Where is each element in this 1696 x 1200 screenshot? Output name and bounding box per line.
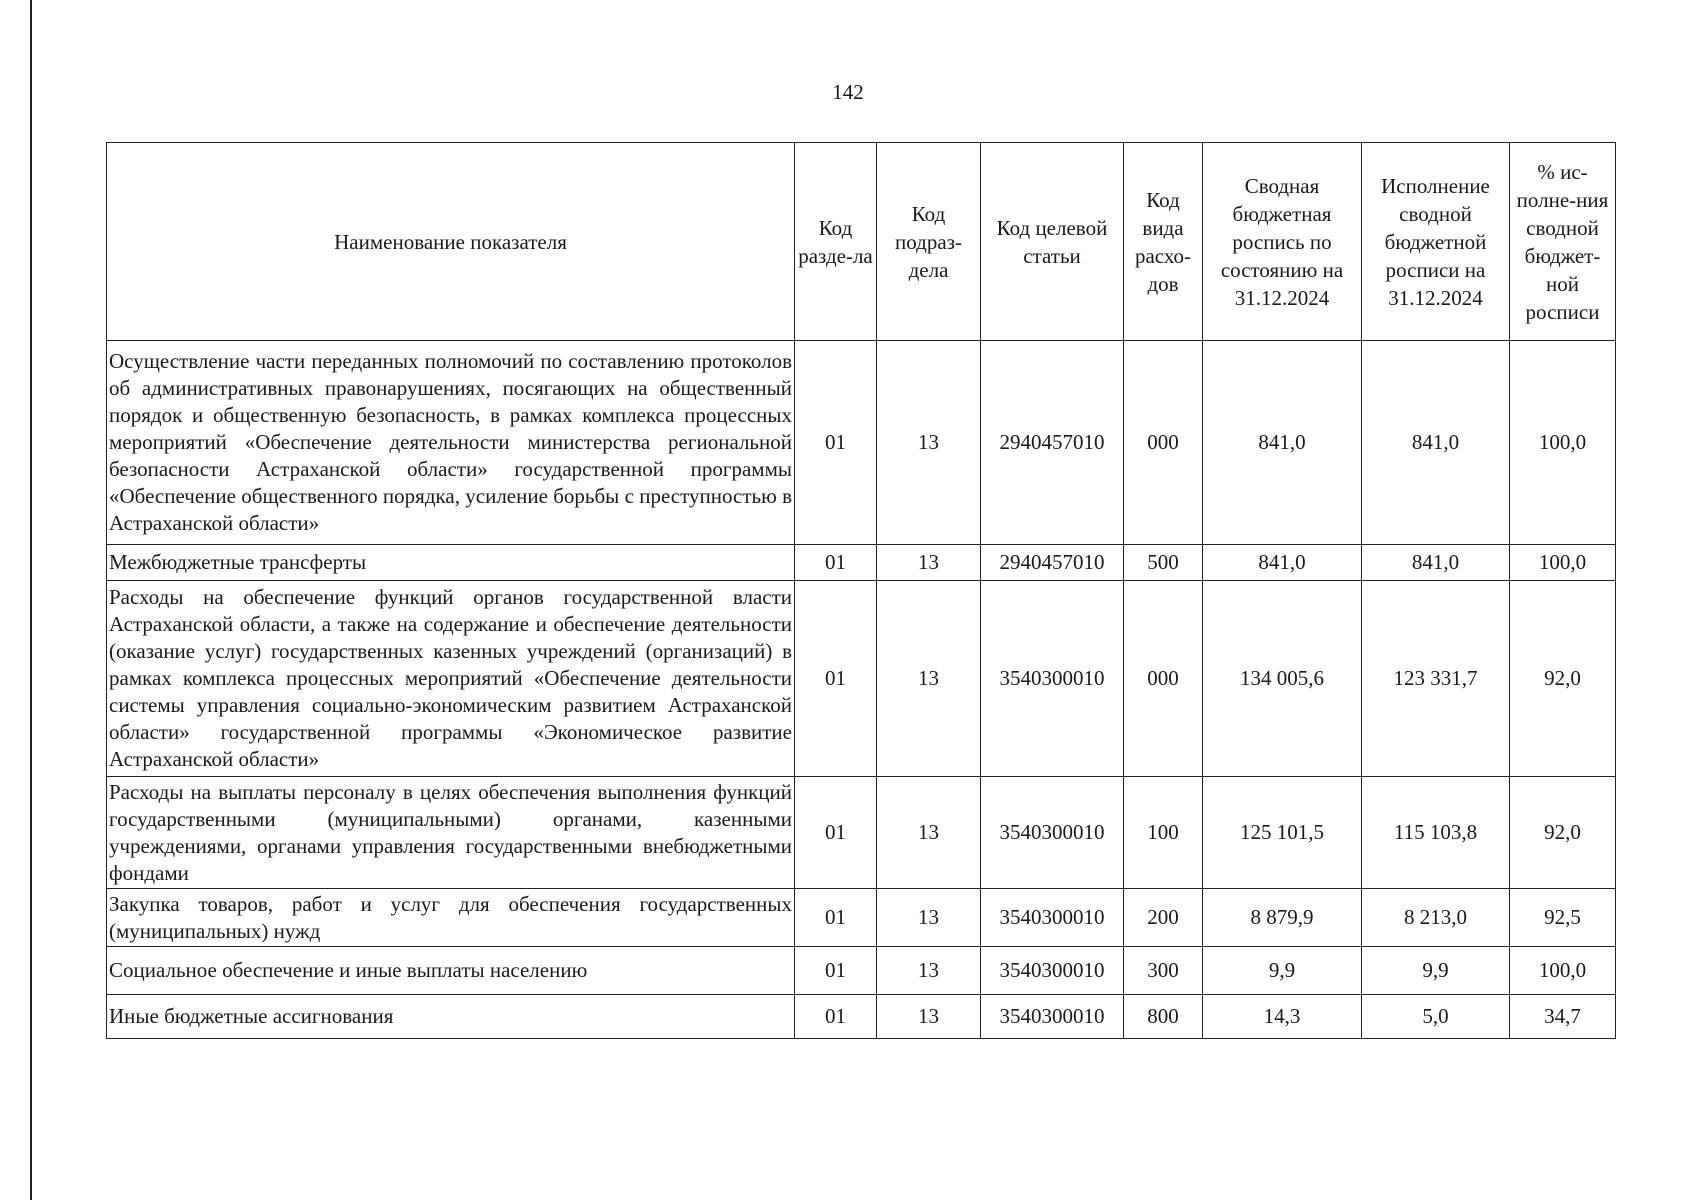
row-budget-execution: 8 213,0 xyxy=(1362,889,1510,947)
row-name: Межбюджетные трансферты xyxy=(107,545,795,581)
header-name: Наименование показателя xyxy=(107,143,795,341)
row-budget-execution: 5,0 xyxy=(1362,995,1510,1039)
table-row xyxy=(107,341,1616,545)
table-row xyxy=(107,889,1616,947)
budget-execution-table xyxy=(106,142,1616,1039)
header-expense-type: Код вида расхо-дов xyxy=(1124,143,1203,341)
row-razdel: 01 xyxy=(795,947,877,995)
header-budget-execution: Исполнение сводной бюджетной росписи на 31.12.2024 xyxy=(1362,143,1510,341)
row-target-article: 2940457010 xyxy=(981,545,1124,581)
row-razdel: 01 xyxy=(795,889,877,947)
row-podrazdel: 13 xyxy=(877,777,981,889)
row-budget-execution: 115 103,8 xyxy=(1362,777,1510,889)
row-budget-plan: 841,0 xyxy=(1203,545,1362,581)
row-razdel: 01 xyxy=(795,581,877,777)
page-number: 142 xyxy=(832,80,864,104)
row-budget-plan: 9,9 xyxy=(1203,947,1362,995)
row-podrazdel: 13 xyxy=(877,341,981,545)
row-budget-plan: 8 879,9 xyxy=(1203,889,1362,947)
header-execution-percent: % ис-полне-ния сводной бюджет-ной росписи xyxy=(1510,143,1616,341)
table-row xyxy=(107,947,1616,995)
row-target-article: 3540300010 xyxy=(981,581,1124,777)
row-budget-plan: 134 005,6 xyxy=(1203,581,1362,777)
table-row xyxy=(107,581,1616,777)
row-budget-execution: 841,0 xyxy=(1362,341,1510,545)
table-row xyxy=(107,995,1616,1039)
header-razdel: Код разде-ла xyxy=(795,143,877,341)
row-execution-percent: 34,7 xyxy=(1510,995,1616,1039)
row-podrazdel: 13 xyxy=(877,581,981,777)
row-expense-type: 200 xyxy=(1124,889,1203,947)
row-podrazdel: 13 xyxy=(877,545,981,581)
row-name: Осуществление части переданных полномочий по составлению протоколов об административных правонарушениях, посягающих на общественный порядок и общественную безопасность, в рамках комплекса процессных мероприятий «Обеспечение деятельности министерства региональной безопасности Астраханской области» государственной программы «Обеспечение общественного порядка, усиление борьбы с преступностью в Астраханской области» xyxy=(107,341,795,545)
row-name: Закупка товаров, работ и услуг для обеспечения государственных (муниципальных) нужд xyxy=(107,889,795,947)
row-name: Расходы на обеспечение функций органов государственной власти Астраханской области, а также на содержание и обеспечение деятельности (оказание услуг) государственных казенных учреждений (организаций) в рамках комплекса процессных мероприятий «Обеспечение деятельности системы управления социально-экономическим развитием Астраханской области» государственной программы «Экономическое развитие Астраханской области» xyxy=(107,581,795,777)
row-target-article: 3540300010 xyxy=(981,947,1124,995)
row-execution-percent: 92,0 xyxy=(1510,581,1616,777)
row-budget-execution: 123 331,7 xyxy=(1362,581,1510,777)
row-execution-percent: 100,0 xyxy=(1510,947,1616,995)
row-podrazdel: 13 xyxy=(877,889,981,947)
table-row xyxy=(107,545,1616,581)
header-podrazdel: Код подраз-дела xyxy=(877,143,981,341)
row-razdel: 01 xyxy=(795,995,877,1039)
row-expense-type: 000 xyxy=(1124,581,1203,777)
row-budget-plan: 125 101,5 xyxy=(1203,777,1362,889)
row-budget-plan: 14,3 xyxy=(1203,995,1362,1039)
row-budget-plan: 841,0 xyxy=(1203,341,1362,545)
header-target-article: Код целевой статьи xyxy=(981,143,1124,341)
row-expense-type: 100 xyxy=(1124,777,1203,889)
row-razdel: 01 xyxy=(795,341,877,545)
table-row xyxy=(107,777,1616,889)
row-execution-percent: 92,5 xyxy=(1510,889,1616,947)
row-budget-execution: 9,9 xyxy=(1362,947,1510,995)
row-execution-percent: 100,0 xyxy=(1510,545,1616,581)
row-target-article: 3540300010 xyxy=(981,889,1124,947)
row-name: Социальное обеспечение и иные выплаты населению xyxy=(107,947,795,995)
row-name: Иные бюджетные ассигнования xyxy=(107,995,795,1039)
row-expense-type: 500 xyxy=(1124,545,1203,581)
row-target-article: 3540300010 xyxy=(981,777,1124,889)
row-expense-type: 000 xyxy=(1124,341,1203,545)
row-execution-percent: 92,0 xyxy=(1510,777,1616,889)
row-expense-type: 300 xyxy=(1124,947,1203,995)
table-header-row xyxy=(107,143,1616,341)
row-execution-percent: 100,0 xyxy=(1510,341,1616,545)
row-budget-execution: 841,0 xyxy=(1362,545,1510,581)
row-razdel: 01 xyxy=(795,545,877,581)
row-target-article: 3540300010 xyxy=(981,995,1124,1039)
page-left-edge-line xyxy=(30,0,32,1200)
row-razdel: 01 xyxy=(795,777,877,889)
row-name: Расходы на выплаты персоналу в целях обеспечения выполнения функций государственными (муниципальными) органами, казенными учреждениями, органами управления государственными внебюджетными фондами xyxy=(107,777,795,889)
row-expense-type: 800 xyxy=(1124,995,1203,1039)
row-podrazdel: 13 xyxy=(877,947,981,995)
header-budget-plan: Сводная бюджетная роспись по состоянию на 31.12.2024 xyxy=(1203,143,1362,341)
row-target-article: 2940457010 xyxy=(981,341,1124,545)
row-podrazdel: 13 xyxy=(877,995,981,1039)
